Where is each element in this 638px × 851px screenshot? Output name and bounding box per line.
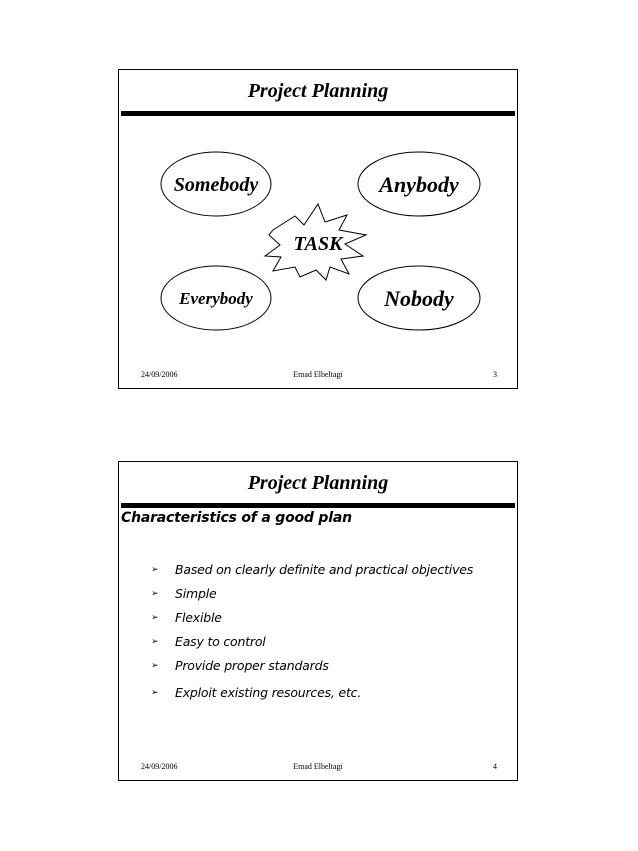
arrow-bullet-icon: ➢ <box>151 613 159 623</box>
list-item-text: Easy to control <box>175 634 266 649</box>
oval-label-anybody: Anybody <box>379 172 459 197</box>
footer-page-number: 3 <box>493 370 497 379</box>
arrow-bullet-icon: ➢ <box>151 637 159 647</box>
footer-date: 24/09/2006 <box>141 762 178 771</box>
oval-label-somebody: Somebody <box>173 174 259 196</box>
slide-title: Project Planning <box>247 472 389 494</box>
bullet-list <box>151 560 473 707</box>
list-item <box>151 632 473 656</box>
task-label: TASK <box>293 233 343 255</box>
arrow-bullet-icon: ➢ <box>151 589 159 599</box>
slide-3 <box>118 69 518 389</box>
footer-page-number: 4 <box>493 762 497 771</box>
arrow-bullet-icon: ➢ <box>151 688 159 698</box>
list-item <box>151 608 473 632</box>
list-item-text: Simple <box>175 586 217 601</box>
arrow-bullet-icon: ➢ <box>151 565 159 575</box>
list-item-text: Exploit existing resources, etc. <box>175 685 362 700</box>
list-item <box>151 560 473 584</box>
oval-label-everybody: Everybody <box>179 289 253 308</box>
title-rule <box>121 503 515 508</box>
list-item <box>151 584 473 608</box>
arrow-bullet-icon: ➢ <box>151 661 159 671</box>
section-heading: Characteristics of a good plan <box>121 510 352 526</box>
slide-title: Project Planning <box>247 80 389 102</box>
oval-label-nobody: Nobody <box>384 286 454 311</box>
list-item-text: Provide proper standards <box>175 658 329 673</box>
slide-4 <box>118 461 518 781</box>
list-item <box>151 656 473 680</box>
footer-author: Emad Elbeltagi <box>293 370 343 379</box>
list-item-text: Based on clearly definite and practical objectives <box>175 562 474 577</box>
task-diagram <box>119 70 517 388</box>
list-item <box>151 683 473 707</box>
footer-date: 24/09/2006 <box>141 370 178 379</box>
list-item-text: Flexible <box>175 610 222 625</box>
footer-author: Emad Elbeltagi <box>293 762 343 771</box>
